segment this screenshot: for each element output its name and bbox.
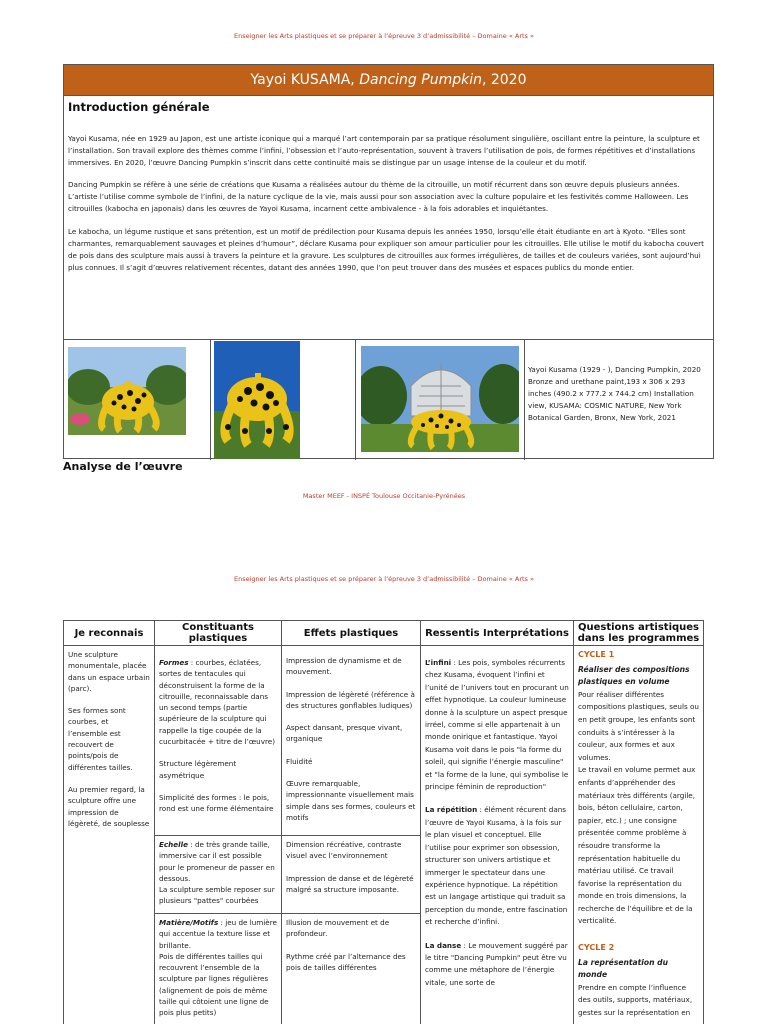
text-block: Impression de légèreté (référence à des structures gonflables ludiques) — [286, 689, 415, 710]
text-block — [425, 940, 569, 990]
label-infini: L’infini — [425, 658, 452, 667]
pumpkin-photo-closeup — [214, 341, 300, 459]
text-block: Le travail en volume permet aux enfants d’appréhender des matériaux très différents (argile, bois, béton cellulaire, carton, papier, etc.) ; une consigne présentée comme problème à résoudre transforme la représentation habituelle du matériau utilisé. Ce travail favorise la représentation du monde en trois dimensions, la recherche de l’équilibre et de la verticalité. — [578, 765, 696, 926]
intro-paragraph-2: Dancing Pumpkin se réfère à une série de créations que Kusama a réalisées autour du thème de la citrouille, un motif récurrent dans son œuvre depuis plusieurs années. L’artiste l’utilise comme symbole de l’infini, de la nature cyclique de la vie, mais aussi pour son association avec la culture populaire et les festivités comme Halloween. Les citrouilles (kabocha en japonais) dans les œuvres de Yayoi Kusama, incarnent cette ambivalence - à la fois adorables et inquiétantes. — [68, 180, 689, 214]
text-block: Impression de danse et de légèreté malgré sa structure imposante. — [286, 873, 414, 894]
danse-text: : Le mouvement suggéré par le titre "Dancing Pumpkin" peut être vu comme une métaphore de l’énergie vitale, une sorte de — [425, 940, 568, 987]
cycle1-label: CYCLE 1 — [578, 650, 615, 659]
text-block: Dimension récréative, contraste visuel avec l’environnement — [286, 840, 402, 861]
cell-ressentis — [421, 646, 573, 1003]
formes-text: : courbes, éclatées, sortes de tentacules qui déconstruisent la forme de la citrouille, reconnaissable dans un second temps (partie supérieure de la sculpture qui rappelle la tige coupée de la cucurbitacée + titre de l’œuvre) — [159, 658, 276, 747]
text-block: Impression de dynamisme et de mouvement. — [286, 656, 402, 677]
artwork-card — [63, 64, 714, 459]
label-formes: Formes — [159, 658, 189, 667]
analysis-heading: Analyse de l’œuvre — [63, 460, 183, 473]
repetition-text: : élément récurent dans l’œuvre de Yayoi Kusama, à la fois sur le plan visuel et conceptuel. Elle l’utilise pour exprimer son obsession, structurer son univers artistique et immerger le spectateur dans une expérience hypnotique. La répétition est un langage artistique qui traduit sa perception du monde, entre fascination et recherche d’infini. — [425, 805, 568, 927]
column-header: Questions artistiques dans les programmes — [574, 620, 703, 646]
text-block: Illusion de mouvement et de profondeur. — [286, 918, 390, 939]
cell-effets-echelle — [282, 835, 420, 913]
column-je-reconnais — [63, 620, 154, 1024]
label-matiere: Matière/Motifs — [159, 918, 219, 927]
text-block: Prendre en compte l’influence des outils, supports, matériaux, gestes sur la représentation en — [578, 982, 693, 1018]
label-danse: La danse — [425, 940, 462, 950]
page-header: Enseigner les Arts plastiques et se préparer à l’épreuve 3 d’admissibilité – Domaine « Arts » — [234, 32, 534, 40]
column-header: Effets plastiques — [282, 620, 420, 646]
column-questions — [573, 620, 704, 1024]
photo-cell-2 — [211, 340, 356, 460]
column-constituants — [154, 620, 281, 1024]
pumpkin-photo-conservatory — [361, 346, 519, 452]
text-block: Au premier regard, la sculpture offre une impression de légèreté, de souplesse — [68, 784, 150, 828]
photo-cell-3 — [356, 340, 525, 460]
text-block: Fluidité — [286, 756, 313, 766]
text-block: Aspect dansant, presque vivant, organique — [286, 723, 403, 744]
intro-heading: Introduction générale — [68, 100, 210, 114]
column-effets — [281, 620, 420, 1024]
column-ressentis — [420, 620, 573, 1024]
text-block — [425, 657, 569, 793]
intro-text — [68, 133, 710, 284]
text-block — [159, 657, 277, 747]
text-block: Ses formes sont courbes, et l’ensemble est recouvert de points/pois de différentes tailles. — [68, 706, 133, 772]
artwork-caption: Yayoi Kusama (1929 - ), Dancing Pumpkin, 2020 Bronze and urethane paint,193 x 306 x 293 inches (490.2 x 777.2 x 744.2 cm) Installation view, KUSAMA: COSMIC NATURE, New York Botanical Garden, Bronx, New York, 2021 — [528, 365, 701, 422]
echelle-text: : de très grande taille, immersive car il est possible pour le promeneur de passer en dessous. — [159, 840, 275, 883]
text-block: Œuvre remarquable, impressionnante visuellement mais simple dans ses formes, couleurs et motifs — [286, 779, 416, 822]
cell-effets-matiere — [282, 913, 420, 987]
text-block: Structure légèrement asymétrique — [159, 759, 237, 780]
text-block: La sculpture semble reposer sur plusieurs "pattes" courbées — [159, 885, 275, 906]
cell-echelle — [155, 835, 281, 913]
photo-cell-1 — [64, 340, 211, 460]
cell-effets-formes — [282, 646, 420, 835]
text-block — [159, 839, 277, 884]
matiere-text: : jeu de lumière qui accentue la texture lisse et brillante. — [159, 918, 277, 950]
column-header: Constituants plastiques — [155, 620, 281, 646]
page2-header: Enseigner les Arts plastiques et se préparer à l’épreuve 3 d’admissibilité – Domaine « Arts » — [234, 575, 534, 583]
intro-paragraph-1: Yayoi Kusama, née en 1929 au Japon, est une artiste iconique qui a marqué l’art contemporain par sa pratique résolument singulière, oscillant entre la peinture, la sculpture et l’installation. Son travail explore des thèmes comme l’infini, l’obsession et l’auto-représentation, souvent à travers l’utilisation de pois, de formes répétitives et d’installations immersives. En 2020, l’œuvre Dancing Pumpkin s’inscrit dans cette continuité mais se distingue par un usage intense de la couleur et du motif. — [68, 134, 700, 168]
text-block — [159, 917, 277, 951]
label-repetition: La répétition — [425, 805, 478, 815]
text-block: Simplicité des formes : le pois, rond est une forme élémentaire — [159, 792, 274, 814]
cell-matiere — [155, 913, 281, 1024]
column-header: Ressentis Interprétations — [421, 620, 573, 646]
analysis-table — [63, 620, 704, 1024]
cell-je-reconnais — [64, 646, 154, 843]
cycle1-subtitle: Réaliser des compositions plastiques en volume — [578, 664, 690, 687]
page-footer: Master MEEF - INSPÉ Toulouse Occitanie-Pyrénées — [302, 492, 466, 500]
infini-text: : Les pois, symboles récurrents chez Kusama, évoquent l’infini et l’unité de l’univers tout en procurant un effet hypnotique. La couleur lumineuse donne à la sculpture un aspect presque irréel, comme si elle appartenait à un monde onirique et fantastique. Yayoi Kusama voit dans le pois "la forme du soleil, qui signifie l’énergie masculine" et "la forme de la lune, qui symbolise le principe féminin de reproduction" — [425, 658, 569, 792]
title-year: , 2020 — [481, 72, 527, 88]
column-header: Je reconnais — [64, 620, 154, 646]
cycle2-subtitle: La représentation du monde — [578, 957, 669, 980]
artwork-title — [64, 65, 713, 96]
image-row — [64, 339, 713, 459]
pumpkin-photo-garden — [68, 347, 186, 435]
cycle2-label: CYCLE 2 — [578, 943, 615, 953]
label-echelle: Echelle — [159, 840, 188, 849]
text-block — [425, 804, 569, 928]
title-work: Dancing Pumpkin — [359, 72, 482, 88]
text-block: Pois de différentes tailles qui recouvrent l’ensemble de la sculpture par lignes régulières (alignement de pois de même taille qui côtoient une ligne de pois plus petits) — [159, 951, 269, 1018]
text-block: Une sculpture monumentale, placée dans un espace urbain (parc). — [68, 650, 150, 693]
title-artist: Yayoi KUSAMA, — [250, 72, 360, 88]
cell-questions — [574, 646, 703, 1024]
text-block: Pour réaliser différentes compositions plastiques, seuls ou en petit groupe, les enfants sont conduits à s’intéresser à la couleur, aux formes et aux volumes. — [578, 689, 699, 762]
cell-formes — [155, 646, 281, 835]
intro-paragraph-3: Le kabocha, un légume rustique et sans prétention, est un motif de prédilection pour Kusama depuis les années 1950, lorsqu’elle était étudiante en art à Kyoto. “Elles sont charmantes, remarquablement sauvages et pleines d’humour”, déclare Kusama pour expliquer son amour particulier pour les citrouilles. Elle utilise le motif du kabocha couvert de pois dans des sculpture mais aussi à travers la peinture et la gravure. Les sculptures de citrouilles aux formes irrégulières, de tailles et de couleurs variées, sont aujourd’hui plus connues. Il s’agit d’œuvres relativement récentes, datant des années 1990, que l’on peut trouver dans des musées et espaces publics du monde entier. — [68, 226, 704, 272]
text-block: Rythme créé par l’alternance des pois de tailles différentes — [286, 951, 406, 972]
